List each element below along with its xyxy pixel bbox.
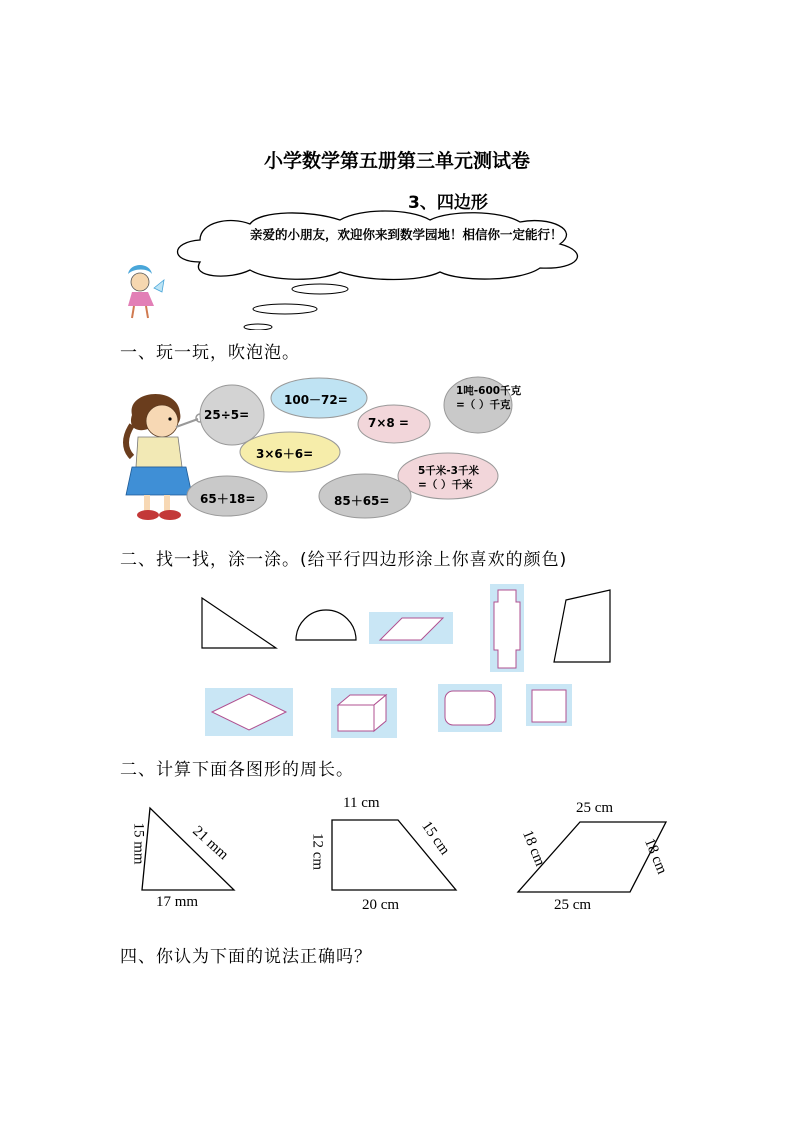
- shape-quadrilateral[interactable]: [554, 590, 610, 662]
- shape-square[interactable]: [532, 690, 566, 722]
- section3-heading: 二、计算下面各图形的周长。: [120, 760, 354, 780]
- bubble-1-label: 25÷5=: [204, 408, 250, 422]
- parallelogram-bottom-label: 25 cm: [554, 897, 592, 913]
- shape-notched-rect[interactable]: [494, 590, 520, 668]
- trapezoid-left-label: 12 cm: [309, 832, 326, 871]
- bubble-5-label: 3×6＋6=: [256, 447, 314, 461]
- section4-heading: 四、你认为下面的说法正确吗？: [120, 947, 372, 967]
- thought-cloud: [160, 200, 600, 330]
- section1-heading: 一、玩一玩，吹泡泡。: [120, 343, 300, 363]
- trapezoid-right-label: 15 cm: [418, 818, 453, 858]
- shape-cube[interactable]: [338, 695, 386, 731]
- triangle-left-side-label: 15 mm: [130, 822, 147, 865]
- bubble-3-label: 7×8 =: [368, 416, 409, 430]
- shape-rounded-rect[interactable]: [445, 691, 495, 725]
- bubble-2-label: 100－72=: [284, 393, 348, 407]
- triangle-bottom-side-label: 17 mm: [156, 894, 199, 910]
- bubble-6-label-line2: =（ ）千米: [418, 479, 473, 491]
- shapes-panel: [190, 578, 620, 743]
- section2-heading: 二、找一找，涂一涂。(给平行四边形涂上你喜欢的颜色): [120, 550, 568, 570]
- page-title: 小学数学第五册第三单元测试卷: [263, 150, 530, 172]
- bubble-4-label-line1: 1吨-600千克: [456, 385, 522, 397]
- bubble-7-label: 65＋18=: [200, 492, 256, 506]
- shape-semicircle[interactable]: [296, 610, 356, 640]
- cloud-message: 亲爱的小朋友，欢迎你来到数学园地！相信你一定能行！: [250, 227, 563, 242]
- bubble-8-label: 85＋65=: [334, 494, 390, 508]
- page-subtitle: 3、四边形: [408, 193, 488, 213]
- parallelogram-right-label: 18 cm: [641, 836, 670, 877]
- fairy-illustration: [118, 262, 166, 320]
- triangle-right-side-label: 21 mm: [189, 823, 232, 864]
- bubble-6-label-line1: 5千米-3千米: [418, 465, 479, 477]
- parallelogram-left-label: 18 cm: [519, 828, 548, 869]
- trapezoid-bottom-label: 20 cm: [362, 897, 400, 913]
- bubble-4-label-line2: =（ ）千克: [456, 399, 511, 411]
- trapezoid-top-label: 11 cm: [343, 795, 380, 811]
- shape-triangle[interactable]: [202, 598, 276, 648]
- parallelogram-top-label: 25 cm: [576, 800, 614, 816]
